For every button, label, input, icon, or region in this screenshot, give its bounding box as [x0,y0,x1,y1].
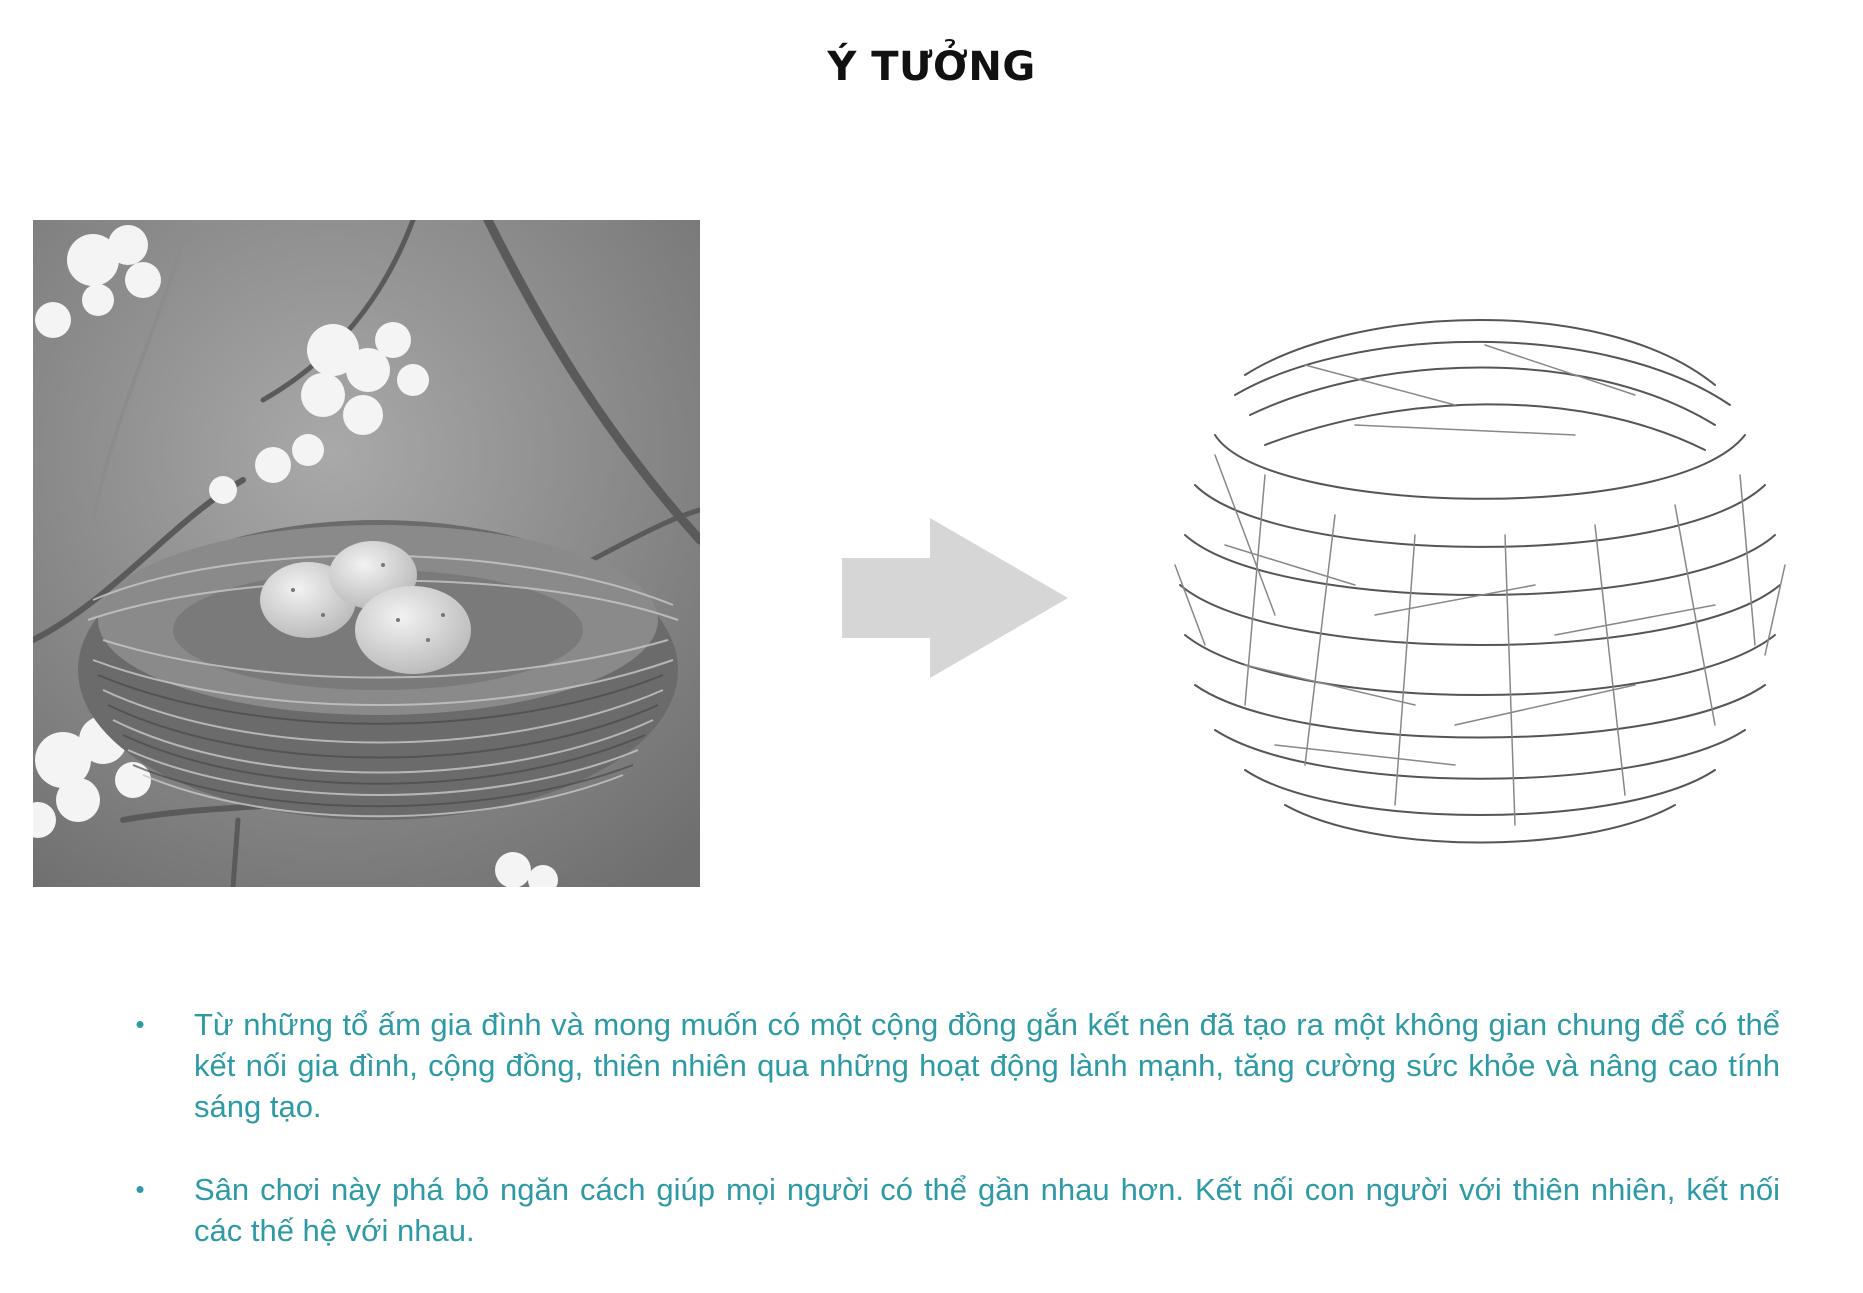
bullet-text: Từ những tổ ấm gia đình và mong muốn có một cộng đồng gắn kết nên đã tạo ra một không gian chung để có thể kết nối gia đình, cộng đồng, thiên nhiên qua những hoạt động lành mạnh, tăng cường sức khỏe và nâng cao tính sáng tạo. [194,1007,1780,1124]
bullet-icon: • [135,1174,145,1204]
list-item [130,1169,1780,1251]
bullet-text: Sân chơi này phá bỏ ngăn cách giúp mọi người có thể gần nhau hơn. Kết nối con người với thiên nhiên, kết nối các thế hệ với nhau. [194,1172,1780,1248]
nest-sketch [1155,285,1805,885]
bullet-icon: • [135,1009,145,1039]
idea-bullet-list [130,1004,1780,1293]
right-arrow-icon [842,518,1068,678]
list-item [130,1004,1780,1127]
nest-photo [33,220,700,887]
page-title: Ý TƯỞNG [827,44,1036,90]
